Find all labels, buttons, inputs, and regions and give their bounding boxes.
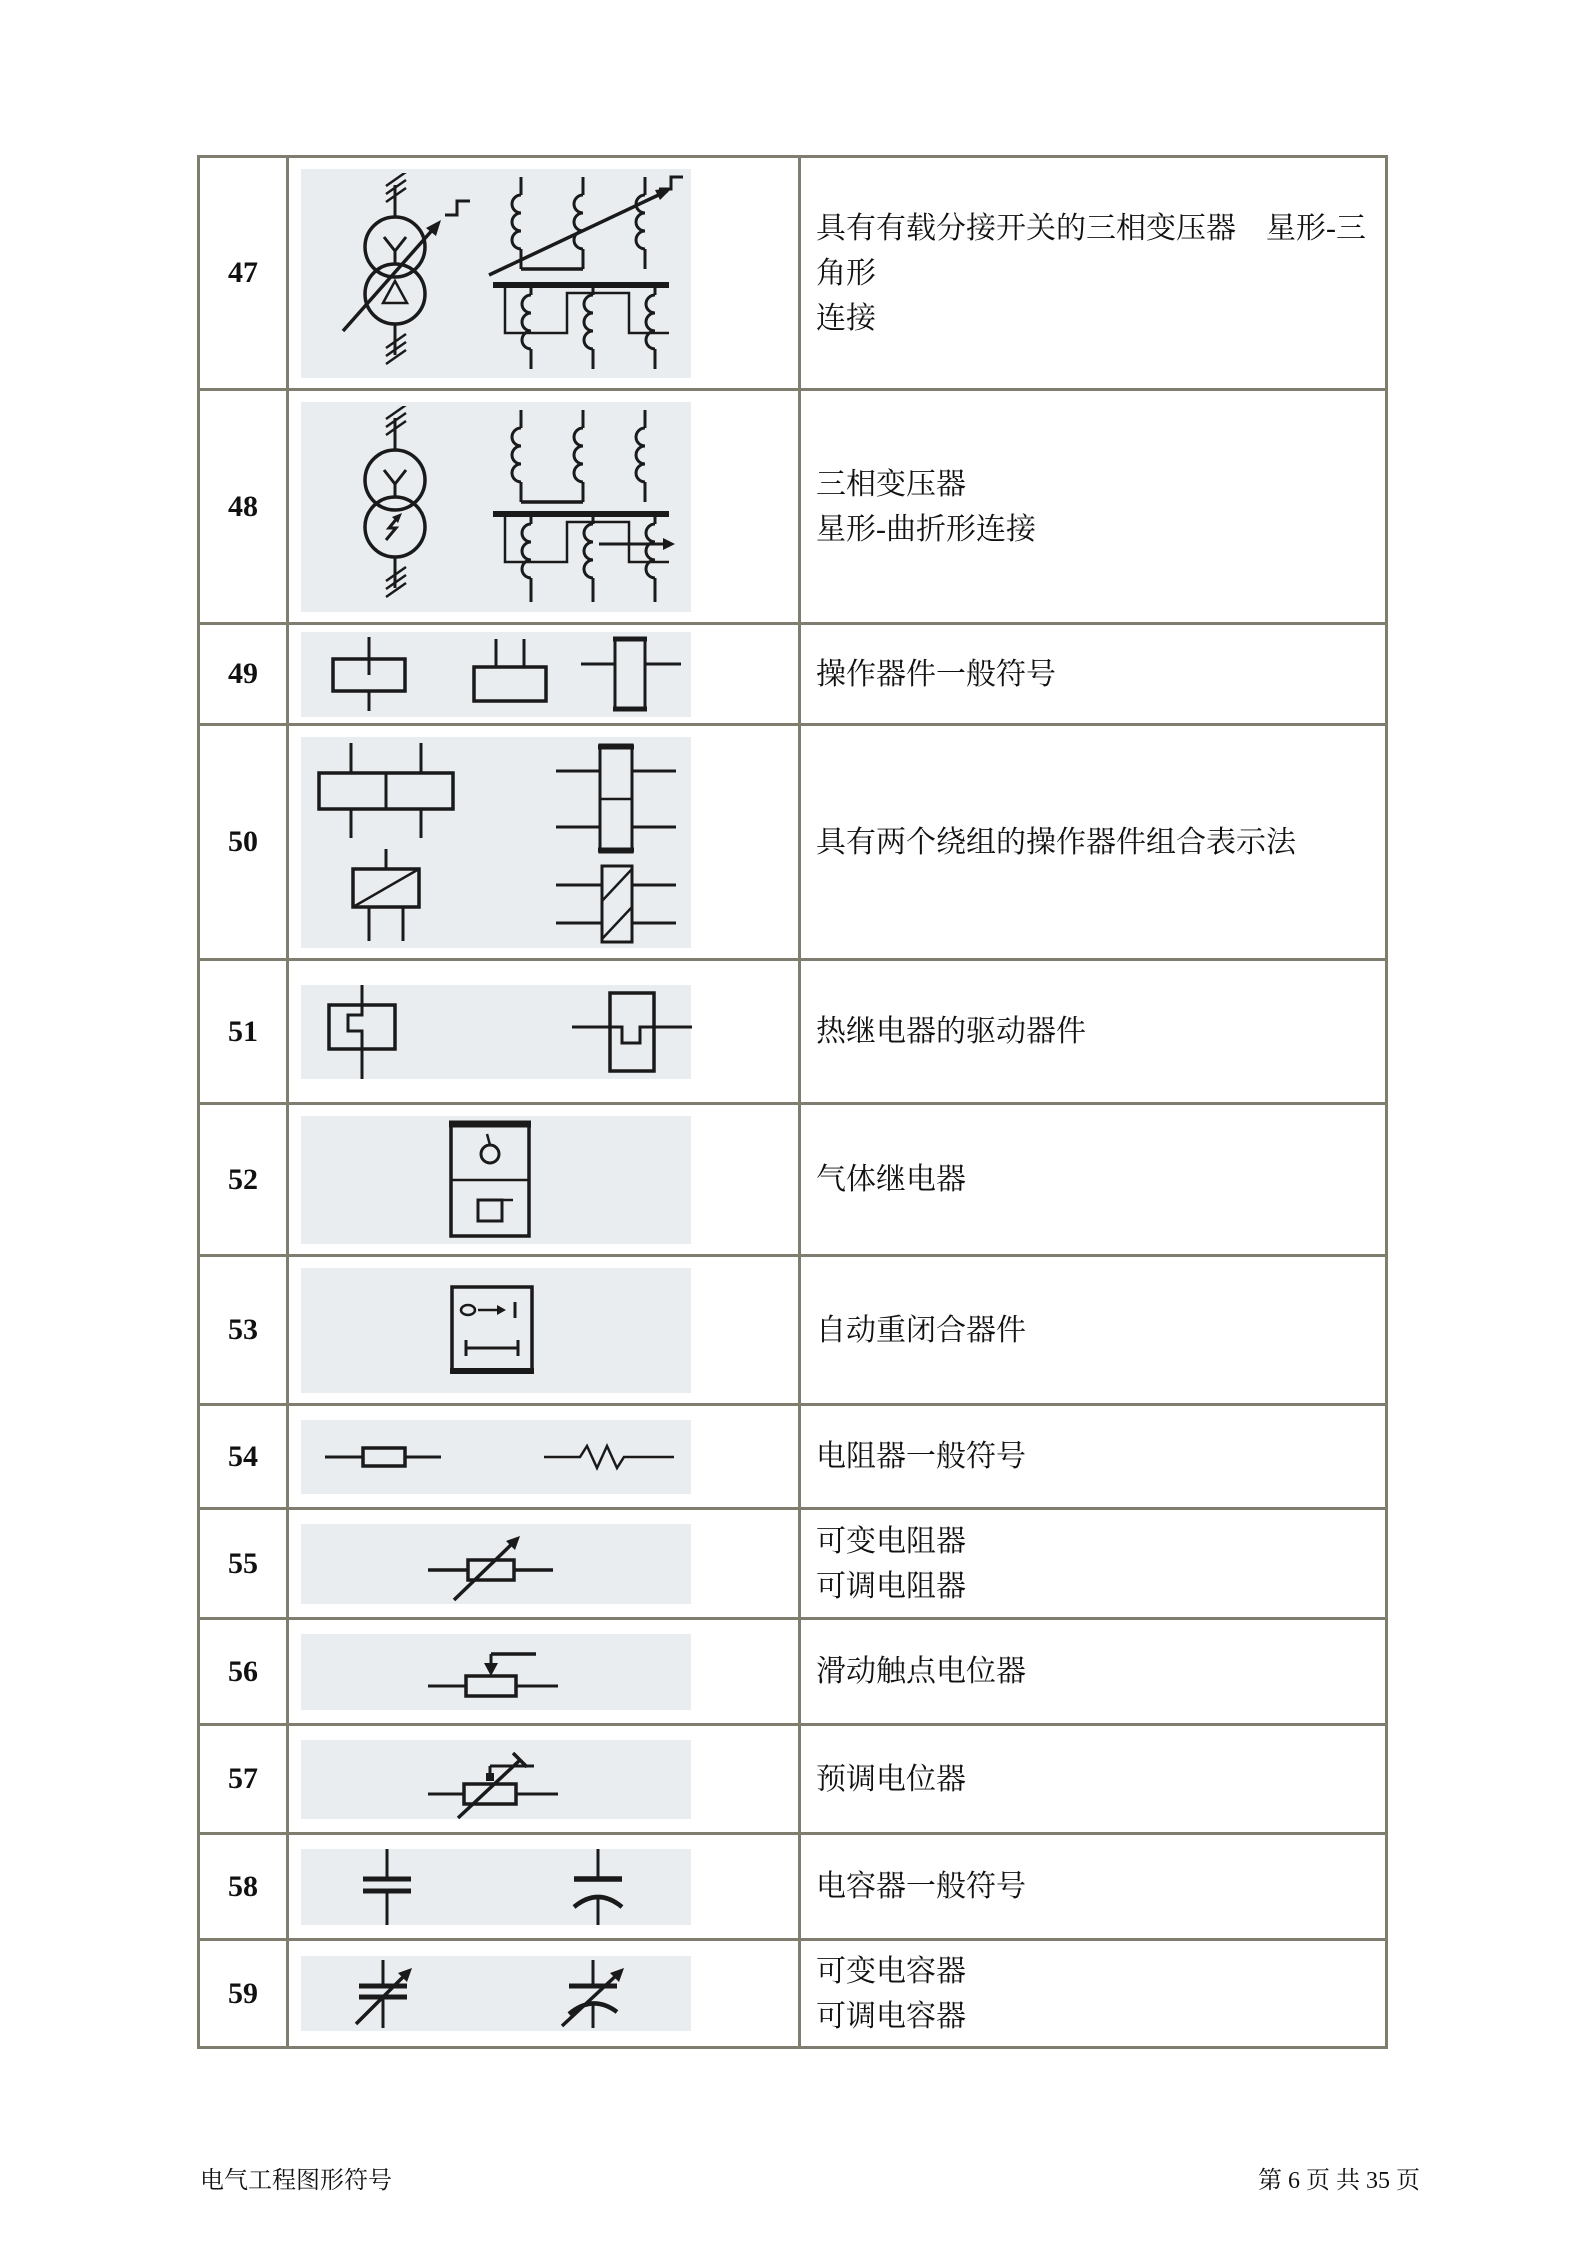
symbol-image [301, 737, 691, 948]
row-number: 51 [200, 961, 289, 1102]
symbol-table-body [200, 158, 1385, 2046]
row-number: 49 [200, 625, 289, 723]
row-number: 59 [200, 1941, 289, 2046]
row-description [801, 726, 1385, 958]
operating-device-general-icon [319, 637, 419, 716]
description-line: 预调电位器 [816, 1762, 966, 1796]
description-line: 可调电阻器 [816, 1569, 966, 1603]
row-symbol-cell [289, 1835, 801, 1938]
table-row [200, 391, 1385, 625]
table-row [200, 1835, 1385, 1941]
row-description [801, 1510, 1385, 1617]
resistor-box-icon [325, 1438, 441, 1481]
description-line: 气体继电器 [816, 1163, 966, 1196]
operating-device-two-leads-icon [460, 637, 560, 716]
slide-potentiometer-icon [428, 1636, 558, 1713]
description-line: 三相变压器 [816, 467, 966, 501]
row-description [801, 1406, 1385, 1507]
symbol-image [301, 985, 691, 1079]
row-symbol-cell [289, 1406, 801, 1507]
symbol-image [301, 1268, 691, 1393]
row-description [801, 1726, 1385, 1832]
row-description [801, 1835, 1385, 1938]
page-footer [200, 2160, 1420, 2195]
resistor-zigzag-icon [544, 1438, 674, 1481]
transformer-star-delta-on-load-tap-icon [313, 173, 478, 378]
variable-capacitor-polarized-icon [548, 1956, 638, 2037]
footer-page-number: 第 6 页 共 35 页 [1258, 2168, 1420, 2194]
description-line: 具有有载分接开关的三相变压器 星形-三角形 [816, 211, 1366, 290]
description-line: 具有两个绕组的操作器件组合表示法 [816, 825, 1296, 859]
row-number: 50 [200, 726, 289, 958]
row-description [801, 625, 1385, 723]
variable-resistor-icon [428, 1524, 553, 1609]
row-symbol-cell [289, 1510, 801, 1617]
description-line: 电阻器一般符号 [816, 1440, 1026, 1473]
description-line: 可调电容器 [816, 1999, 966, 2033]
description-line: 操作器件一般符号 [816, 657, 1056, 691]
symbol-image [301, 1420, 691, 1494]
gas-relay-icon [447, 1118, 533, 1247]
row-symbol-cell [289, 158, 801, 388]
transformer-star-zigzag-icon [313, 406, 478, 611]
table-row [200, 961, 1385, 1105]
row-number: 54 [200, 1406, 289, 1507]
row-number: 53 [200, 1257, 289, 1403]
footer-document-title: 电气工程图形符号 [200, 2168, 392, 2194]
description-line: 星形-曲折形连接 [816, 512, 1036, 546]
two-winding-combo-horizontal-icon [311, 743, 461, 843]
row-symbol-cell [289, 625, 801, 723]
capacitor-general-icon [357, 1849, 417, 1930]
row-symbol-cell [289, 1105, 801, 1254]
symbol-image [301, 632, 691, 717]
table-row [200, 1941, 1385, 2046]
description-line: 连接 [816, 301, 876, 335]
variable-capacitor-icon [338, 1956, 428, 2037]
auto-recloser-icon [448, 1283, 536, 1382]
row-symbol-cell [289, 1257, 801, 1403]
two-winding-combo-vertical-slashed-icon [556, 863, 676, 950]
row-number: 52 [200, 1105, 289, 1254]
table-row [200, 1257, 1385, 1406]
row-description [801, 1941, 1385, 2046]
symbol-image [301, 1740, 691, 1819]
symbol-image [301, 1956, 691, 2031]
preset-potentiometer-icon [428, 1740, 558, 1825]
table-row [200, 1726, 1385, 1835]
table-row [200, 1406, 1385, 1510]
two-winding-combo-slashed-icon [341, 849, 431, 946]
table-row [200, 625, 1385, 726]
row-number: 56 [200, 1620, 289, 1723]
row-symbol-cell [289, 961, 801, 1102]
symbol-image [301, 1634, 691, 1710]
three-phase-windings-star-zigzag-icon [473, 406, 688, 611]
description-line: 自动重闭合器件 [816, 1313, 1026, 1347]
two-winding-combo-vertical-icon [556, 741, 676, 861]
row-symbol-cell [289, 726, 801, 958]
symbol-image [301, 169, 691, 378]
row-number: 55 [200, 1510, 289, 1617]
thermal-relay-drive-horizontal-icon [572, 985, 692, 1084]
row-number: 48 [200, 391, 289, 622]
symbol-image [301, 402, 691, 612]
row-symbol-cell [289, 1620, 801, 1723]
table-row [200, 1105, 1385, 1257]
table-row [200, 1510, 1385, 1620]
symbol-image [301, 1849, 691, 1925]
symbol-image [301, 1116, 691, 1244]
operating-device-vertical-icon [581, 634, 681, 719]
description-line: 滑动触点电位器 [816, 1655, 1026, 1688]
description-line: 可变电阻器 [816, 1524, 966, 1558]
row-symbol-cell [289, 1941, 801, 2046]
row-number: 57 [200, 1726, 289, 1832]
table-row [200, 1620, 1385, 1726]
description-line: 可变电容器 [816, 1954, 966, 1988]
three-phase-windings-star-delta-tap-icon [473, 173, 688, 378]
row-description [801, 391, 1385, 622]
description-line: 电容器一般符号 [816, 1870, 1026, 1903]
table-row [200, 158, 1385, 391]
row-number: 47 [200, 158, 289, 388]
row-description [801, 1620, 1385, 1723]
symbol-table [197, 155, 1388, 2049]
table-row [200, 726, 1385, 961]
row-symbol-cell [289, 391, 801, 622]
row-description [801, 158, 1385, 388]
thermal-relay-drive-vertical-icon [307, 985, 417, 1084]
row-description [801, 961, 1385, 1102]
row-description [801, 1105, 1385, 1254]
row-description [801, 1257, 1385, 1403]
capacitor-polarized-icon [568, 1849, 628, 1930]
row-number: 58 [200, 1835, 289, 1938]
row-symbol-cell [289, 1726, 801, 1832]
description-line: 热继电器的驱动器件 [816, 1015, 1086, 1048]
symbol-image [301, 1524, 691, 1604]
